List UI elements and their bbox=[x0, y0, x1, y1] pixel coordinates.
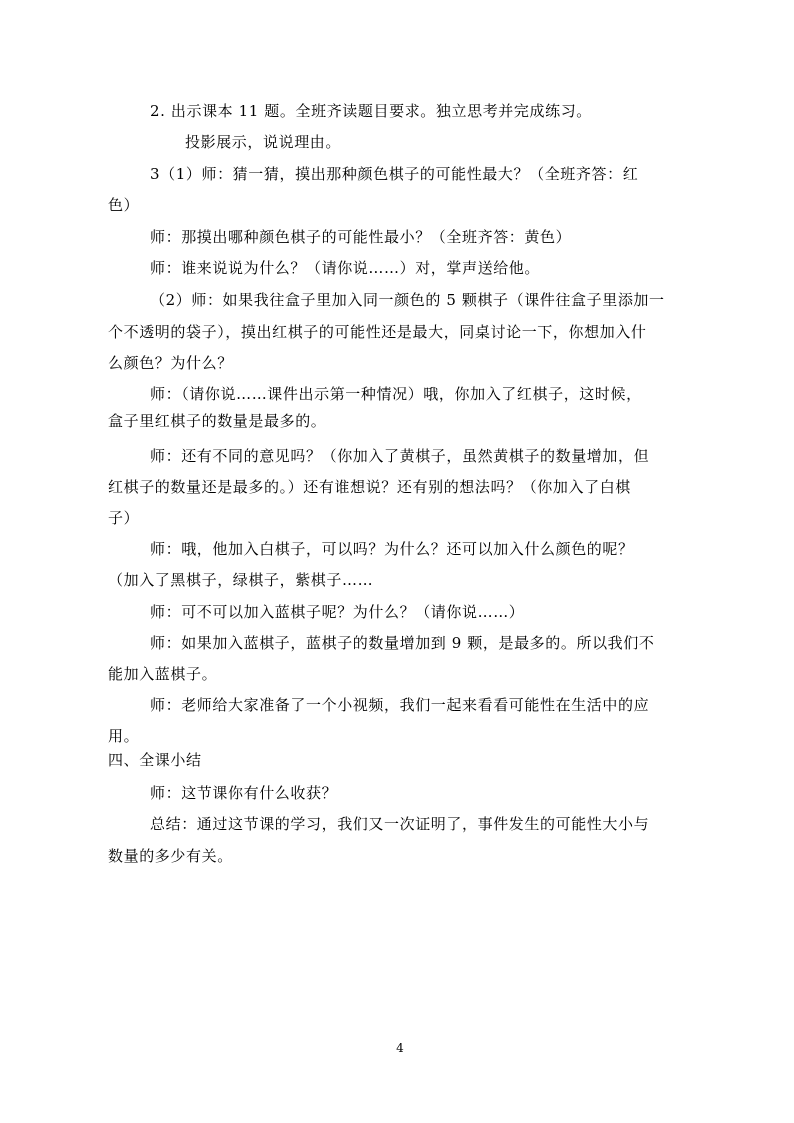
text-line: 师：谁来说说为什么？（请你说……）对，掌声送给他。 bbox=[150, 259, 541, 277]
text-line: 么颜色？为什么？ bbox=[108, 354, 233, 372]
text-line: 师：可不可以加入蓝棋子呢？为什么？（请你说……） bbox=[150, 603, 525, 621]
text-line: 2. 出示课本 11 题。全班齐读题目要求。独立思考并完成练习。 bbox=[150, 102, 592, 120]
text-line: 子） bbox=[108, 509, 140, 527]
text-line: 投影展示，说说理由。 bbox=[185, 133, 342, 151]
text-line: （加入了黑棋子，绿棋子，紫棋子…… bbox=[108, 571, 374, 589]
text-line: 能加入蓝棋子。 bbox=[108, 665, 218, 683]
text-line: 数量的多少有关。 bbox=[108, 847, 233, 865]
text-line: 师：如果加入蓝棋子，蓝棋子的数量增加到 9 颗，是最多的。所以我们不 bbox=[150, 634, 655, 652]
text-line: 师：还有不同的意见吗？（你加入了黄棋子，虽然黄棋子的数量增加，但 bbox=[150, 447, 650, 465]
text-line: 色） bbox=[108, 196, 140, 214]
text-line: 红棋子的数量还是最多的。）还有谁想说？还有别的想法吗？（你加入了白棋 bbox=[108, 478, 631, 496]
section-heading: 四、全课小结 bbox=[108, 751, 202, 769]
text-line: 盒子里红棋子的数量是最多的。 bbox=[108, 412, 327, 430]
text-line: 个不透明的袋子），摸出红棋子的可能性还是最大，同桌讨论一下，你想加入什 bbox=[108, 323, 647, 341]
text-line: 师：那摸出哪种颜色棋子的可能性最小？（全班齐答：黄色） bbox=[150, 228, 572, 246]
text-line: 用。 bbox=[108, 727, 140, 745]
text-line: 师：这节课你有什么收获？ bbox=[150, 784, 338, 802]
text-line: 师：老师给大家准备了一个小视频，我们一起来看看可能性在生活中的应 bbox=[150, 696, 650, 714]
text-line: 3（1）师：猜一猜，摸出那种颜色棋子的可能性最大？（全班齐答：红 bbox=[150, 165, 639, 183]
page-number: 4 bbox=[396, 1041, 404, 1055]
text-line: 总结：通过这节课的学习，我们又一次证明了，事件发生的可能性大小与 bbox=[150, 815, 650, 833]
text-line: 师：（请你说……课件出示第一种情况）哦，你加入了红棋子，这时候， bbox=[150, 385, 642, 403]
text-line: 师：哦，他加入白棋子，可以吗？为什么？还可以加入什么颜色的呢？ bbox=[150, 540, 634, 558]
text-line: （2）师：如果我往盒子里加入同一颜色的 5 颗棋子（课件往盒子里添加一 bbox=[150, 291, 665, 309]
